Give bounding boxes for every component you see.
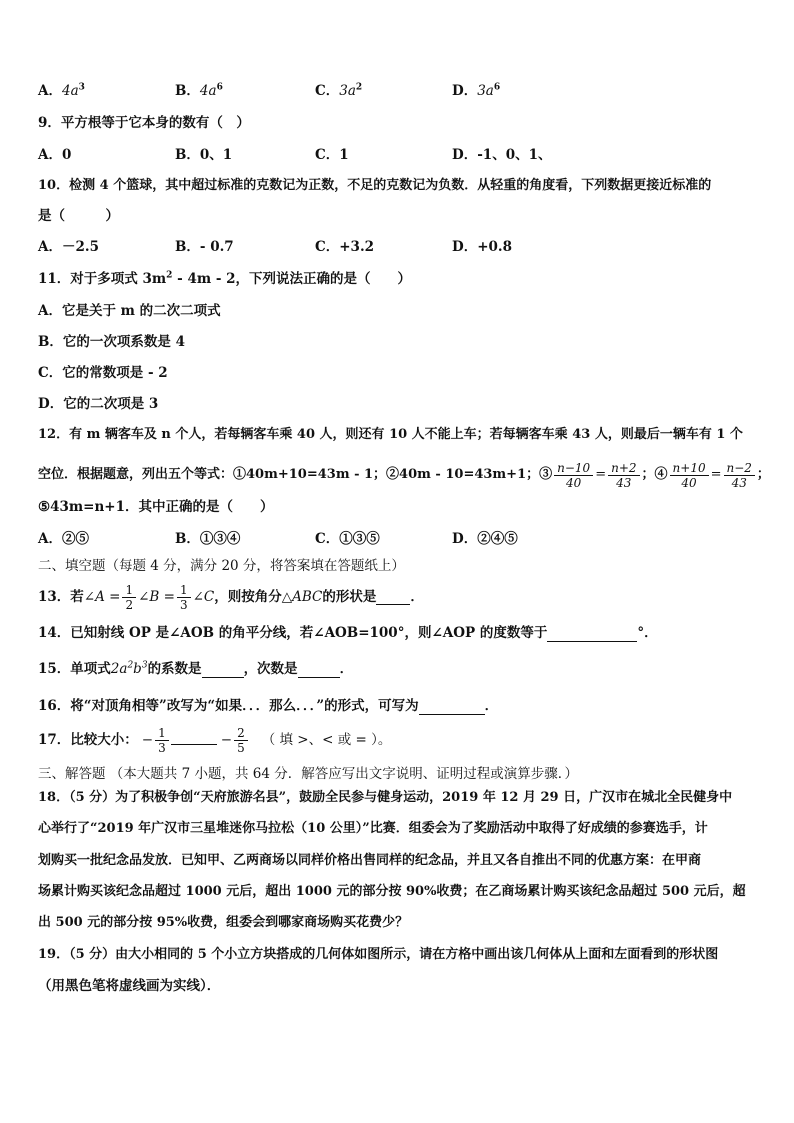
q10-option-b: B．- 0.7: [175, 239, 234, 255]
q18-line-1: 18．（5 分）为了积极争创“天府旅游名县”，鼓励全民参与健身运动，2019 年 12 月 29 日，广汉市在城北全民健身中: [38, 790, 733, 805]
q18-line-4: 场累计购买该纪念品超过 1000 元后，超出 1000 元的部分按 90%收费；在乙商场累计购买该纪念品超过 500 元后，超: [38, 884, 746, 899]
q12-eq4-left-fraction: $\frac{n+10}{40}$: [670, 461, 709, 490]
q14: 14．已知射线 OP 是∠AOB 的角平分线，若∠AOB=100°，则∠AOP 的度数等于 °．: [38, 625, 658, 641]
q12-line3: ⑤43m=n+1．其中正确的是（ ）: [38, 499, 274, 515]
q18-line-5: 出 500 元的部分按 95%收费，组委会到哪家商场购买花费少？: [38, 915, 409, 930]
q12-option-c: C．①③⑤: [315, 531, 380, 547]
q12-eq4-right-fraction: $\frac{n-2}{43}$: [724, 461, 755, 490]
q18-line-2: 心举行了“2019 年广汉市三星堆迷你马拉松（10 公里）”比赛．组委会为了奖励活动中取得了好成绩的参赛选手，计: [38, 821, 708, 836]
q17-answer-blank: [171, 726, 217, 745]
q10-option-d: D．+0.8: [452, 239, 513, 255]
q10-stem-line1: 10．检测 4 个篮球，其中超过标准的克数记为正数，不足的克数记为负数．从轻重的角度看，下列数据更接近标准的: [38, 178, 712, 193]
q10-option-c: C．+3.2: [315, 239, 375, 255]
q12-line1: 12．有 m 辆客车及 n 个人，若每辆客车乘 40 人，则还有 10 人不能上车；若每辆客车乘 43 人，则最后一辆车有 1 个: [38, 427, 743, 442]
q12-option-d: D．②④⑤: [452, 531, 518, 547]
q16: 16．将“对顶角相等”改写为“如果．．．那么．．．”的形式，可写为 ．: [38, 698, 499, 714]
q12-option-a: A．②⑤: [38, 531, 89, 547]
q12-eq3-left-fraction: $\frac{n-10}{40}$: [554, 461, 593, 490]
q10-option-a: A．－2.5: [38, 239, 99, 255]
q12-line2: 空位．根据题意，列出五个等式：①40m+10=43m - 1；②40m - 10=43m+1；③ $\frac{n-10}{40}$ = $\frac{n+2}{43}$ ；④ $\frac{n+10}{40}$ = $\frac{n-2}{43}$ ；: [38, 460, 770, 490]
section-2-heading: 二、填空题（每题 4 分，满分 20 分，将答案填在答题纸上）: [38, 558, 405, 574]
q15-coefficient-blank: [202, 663, 244, 678]
q13-fraction-1: $\frac{1}{2}$: [122, 583, 136, 612]
q19-line-2: （用黑色笔将虚线画为实线）．: [38, 978, 221, 994]
q11-stem: 11．对于多项式 $3m^2 - 4m - 2$，下列说法正确的是（ ）: [38, 270, 412, 287]
q8-option-c: C．$3a^2$: [315, 82, 363, 99]
q15: 15．单项式$2a^2b^3$的系数是 ，次数是 ．: [38, 660, 354, 677]
q18-line-3: 划购买一批纪念品发放．已知甲、乙两商场以同样价格出售同样的纪念品，并且又各自推出不同的优惠方案：在甲商: [38, 853, 702, 868]
q17-fraction-2: $\frac{2}{5}$: [234, 726, 248, 755]
q12-eq3-right-fraction: $\frac{n+2}{43}$: [608, 461, 639, 490]
q11-option-c: C．它的常数项是 - 2: [38, 365, 168, 381]
q13-answer-blank: [376, 590, 410, 605]
q11-option-a: A．它是关于 m 的二次二项式: [38, 303, 221, 319]
q14-answer-blank: [547, 627, 637, 642]
q15-degree-blank: [298, 663, 340, 678]
q11-option-d: D．它的二次项是 3: [38, 396, 159, 412]
q8-option-a: A．$4a^3$: [38, 82, 85, 99]
section-3-heading: 三、解答题 （本大题共 7 小题，共 64 分．解答应写出文字说明、证明过程或演算步骤．）: [38, 766, 578, 782]
q12-option-b: B．①③④: [175, 531, 241, 547]
q16-answer-blank: [419, 700, 485, 715]
q9-option-d: D．-1、0、1、: [452, 147, 552, 163]
q17: 17．比较大小： − $\frac{1}{3}$ − $\frac{2}{5}$ （ 填 >、< 或 = ）。: [38, 725, 392, 755]
q13: 13．若 ∠A = $\frac{1}{2}$ ∠B = $\frac{1}{3}$ ∠C ，则按角分 △ABC 的形状是 ．: [38, 582, 424, 612]
q8-option-d: D．$3a^6$: [452, 82, 501, 99]
q13-fraction-2: $\frac{1}{3}$: [177, 583, 191, 612]
q9-stem: 9．平方根等于它本身的数有（ ）: [38, 115, 250, 131]
q11-option-b: B．它的一次项系数是 4: [38, 334, 186, 350]
q9-option-b: B．0、1: [175, 147, 233, 163]
q9-option-a: A．0: [38, 147, 72, 163]
q8-option-b: B．$4a^6$: [175, 82, 223, 99]
q9-option-c: C．1: [315, 147, 349, 163]
q17-fraction-1: $\frac{1}{3}$: [155, 726, 169, 755]
q19-line-1: 19．（5 分）由大小相同的 5 个小立方块搭成的几何体如图所示，请在方格中画出该几何体从上面和左面看到的形状图: [38, 947, 719, 962]
q10-stem-line2: 是（ ）: [38, 208, 119, 224]
